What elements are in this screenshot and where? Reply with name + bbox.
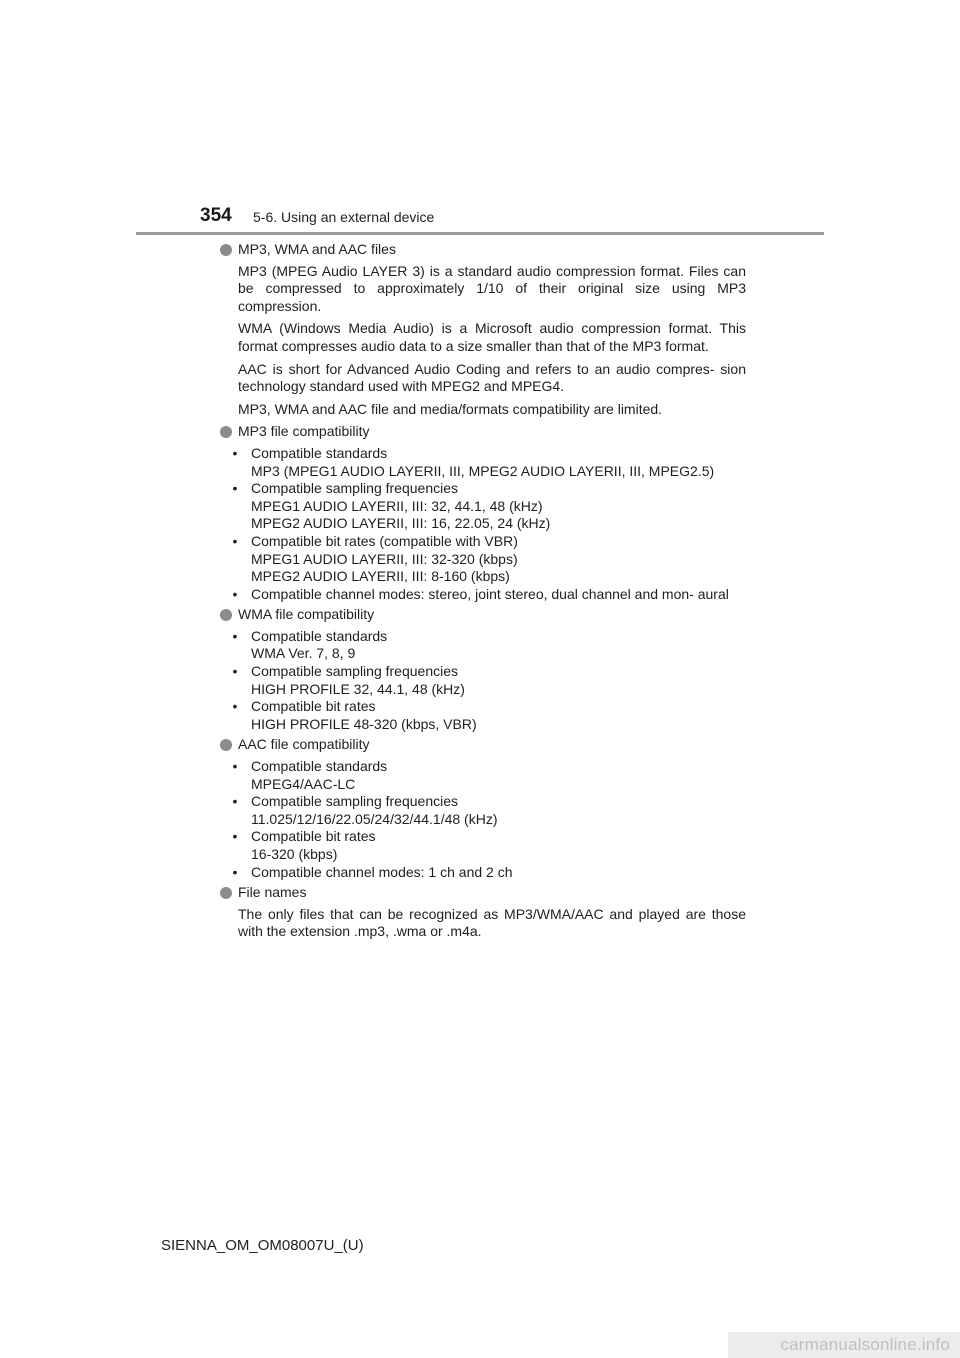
section-block [220, 606, 746, 733]
bullet-list [232, 627, 746, 734]
list-item-label: Compatible standards [251, 444, 388, 461]
list-item-label: Compatible sampling frequencies [251, 793, 458, 810]
paragraph: MP3 (MPEG Audio LAYER 3) is a standard audio compression format. Files can be compressed to approximately 1/10 of their original size using MP3 compression. [238, 262, 746, 314]
paragraph: MP3, WMA and AAC file and media/formats compatibility are limited. [238, 400, 663, 417]
page-content [220, 241, 746, 946]
list-bullet-icon: • [232, 480, 238, 497]
paragraph: WMA (Windows Media Audio) is a Microsoft audio compression format. This format compresses audio data to a size smaller than that of the MP3 format. [238, 320, 746, 354]
list-item [232, 532, 746, 586]
bullet-dot-icon [220, 244, 232, 256]
list-item-detail: MPEG4/AAC-LC [251, 775, 356, 792]
list-item-label: Compatible bit rates [251, 828, 376, 845]
list-item-detail: MPEG1 AUDIO LAYERII, III: 32-320 (kbps) [251, 550, 518, 567]
list-bullet-icon: • [232, 532, 238, 549]
paragraph: AAC is short for Advanced Audio Coding and refers to an audio compres- sion technology standard used with MPEG2 and MPEG4. [238, 360, 746, 395]
paragraph: The only files that can be recognized as MP3/WMA/AAC and played are those with the extension .mp3, .wma or .m4a. [238, 905, 746, 940]
section-block [220, 241, 746, 418]
list-item [232, 828, 746, 863]
footer-code: SIENNA_OM_OM08007U_(U) [161, 1237, 364, 1254]
header-rule [136, 232, 824, 235]
section-block [220, 736, 746, 881]
section-title: 5-6. Using an external device [253, 209, 435, 225]
section-heading-text: MP3, WMA and AAC files [238, 241, 396, 257]
list-bullet-icon: • [232, 698, 238, 715]
list-item [232, 663, 746, 698]
bullet-dot-icon [220, 887, 232, 899]
section-heading [220, 736, 746, 754]
list-item-detail: HIGH PROFILE 32, 44.1, 48 (kHz) [251, 680, 465, 697]
section-heading-text: AAC file compatibility [238, 736, 370, 753]
section-heading-text: File names [238, 884, 307, 901]
section-heading [220, 606, 746, 624]
list-item [232, 698, 746, 733]
list-item-detail: MP3 (MPEG1 AUDIO LAYERII, III, MPEG2 AUDIO LAYERII, III, MPEG2.5) [251, 462, 715, 479]
list-item [232, 480, 746, 533]
section-heading-text: MP3 file compatibility [238, 423, 370, 440]
list-bullet-icon: • [232, 793, 238, 810]
section-heading [220, 884, 746, 902]
section-heading [220, 241, 746, 259]
list-item-label: Compatible bit rates [251, 698, 376, 715]
list-item-detail: MPEG2 AUDIO LAYERII, III: 8-160 (kbps) [251, 568, 510, 585]
list-bullet-icon: • [232, 627, 238, 644]
list-item [232, 793, 746, 828]
list-item [232, 863, 746, 882]
list-item [232, 758, 746, 793]
list-item-detail: MPEG2 AUDIO LAYERII, III: 16, 22.05, 24 (kHz) [251, 515, 551, 532]
list-item-label: Compatible bit rates (compatible with VBR) [251, 532, 518, 549]
bullet-list [232, 758, 746, 881]
section-heading-text: WMA file compatibility [238, 606, 375, 623]
list-bullet-icon: • [232, 758, 238, 775]
list-item-detail: WMA Ver. 7, 8, 9 [251, 645, 356, 662]
list-item-label: Compatible channel modes: stereo, joint stereo, dual channel and mon- aural [251, 585, 729, 602]
list-item-detail: 16-320 (kbps) [251, 846, 338, 862]
list-item-label: Compatible sampling frequencies [251, 663, 458, 680]
list-item-detail: 11.025/12/16/22.05/24/32/44.1/48 (kHz) [251, 810, 498, 827]
watermark-text: carmanualsonline.info [780, 1335, 950, 1354]
list-item-detail: HIGH PROFILE 48-320 (kbps, VBR) [251, 715, 477, 732]
page-header [200, 205, 830, 235]
list-bullet-icon: • [232, 663, 238, 680]
bullet-dot-icon [220, 739, 232, 751]
list-bullet-icon: • [232, 585, 238, 602]
section-block [220, 423, 746, 603]
list-bullet-icon: • [232, 444, 238, 461]
section-heading [220, 423, 746, 441]
page-number: 354 [200, 205, 232, 226]
list-item-label: Compatible standards [251, 627, 388, 644]
watermark [728, 1332, 960, 1358]
list-bullet-icon: • [232, 863, 238, 880]
list-item-detail: MPEG1 AUDIO LAYERII, III: 32, 44.1, 48 (kHz) [251, 497, 543, 514]
section-block [220, 884, 746, 941]
bullet-dot-icon [220, 609, 232, 621]
list-item-label: Compatible standards [251, 758, 388, 775]
list-item [232, 627, 746, 663]
list-item [232, 585, 746, 604]
list-item-label: Compatible sampling frequencies [251, 480, 458, 497]
list-bullet-icon: • [232, 828, 238, 845]
list-item [232, 444, 746, 480]
bullet-dot-icon [220, 426, 232, 438]
bullet-list [232, 444, 746, 603]
list-item-label: Compatible channel modes: 1 ch and 2 ch [251, 863, 513, 880]
